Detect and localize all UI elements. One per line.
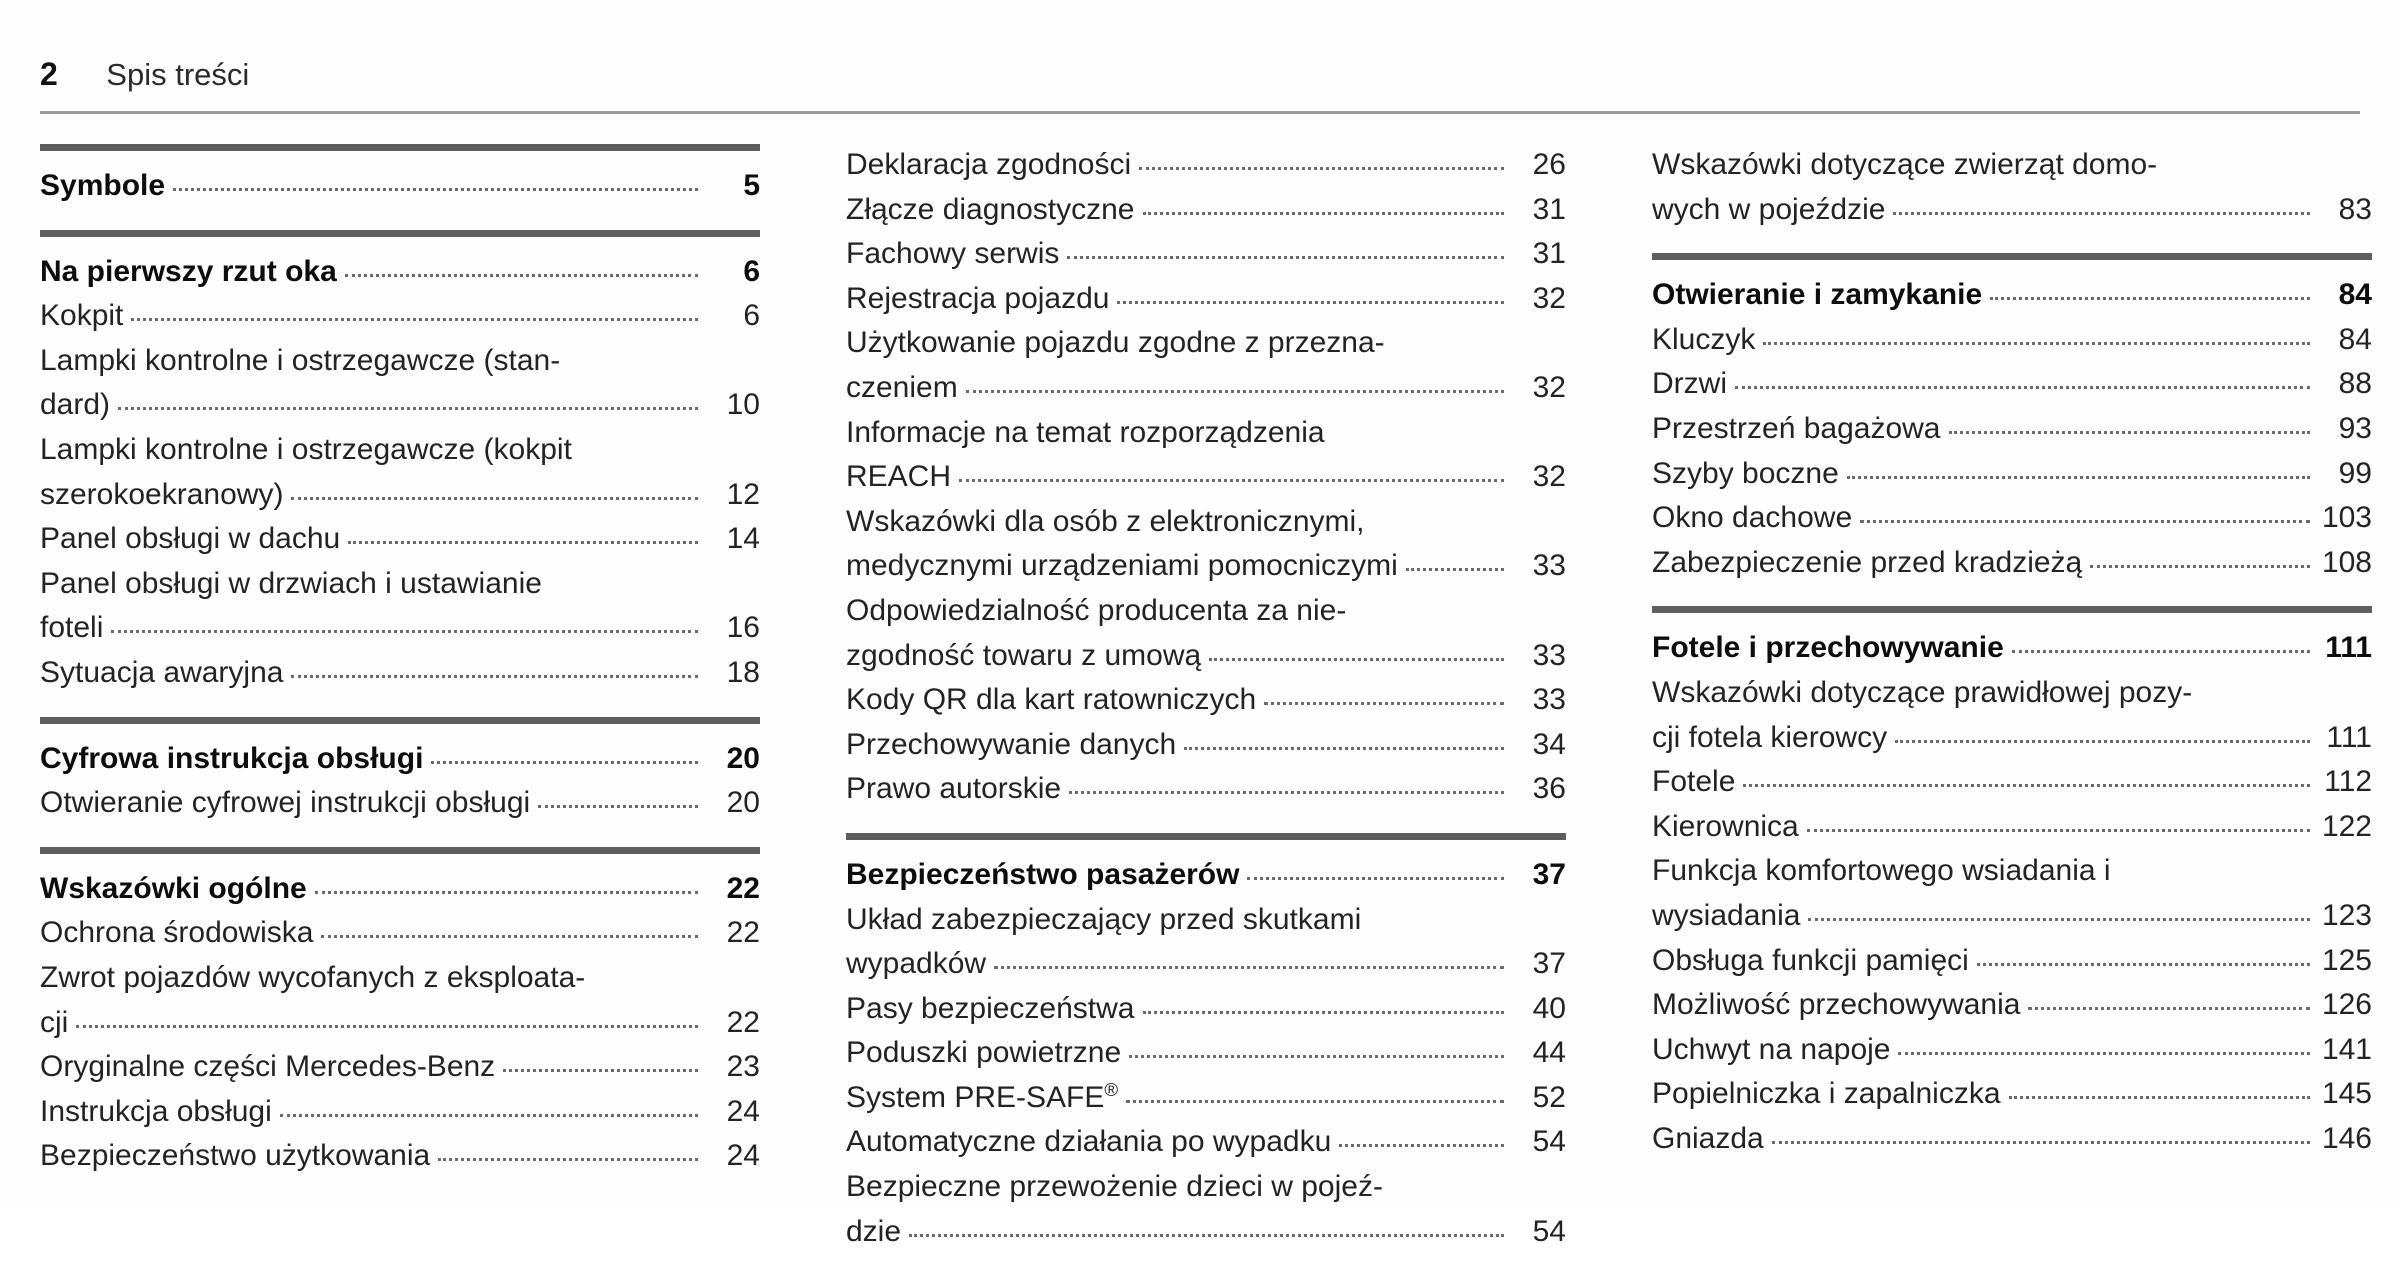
toc-entry-page: 26	[1532, 148, 1566, 181]
page-title: Spis treści	[106, 57, 250, 92]
toc-entry-page: 54	[1532, 1125, 1566, 1159]
toc-entry-label: Funkcja komfortowego wsiadania i	[1652, 854, 2111, 888]
toc-entry-label: wypadków	[846, 947, 987, 981]
toc-entry[interactable]	[846, 189, 1566, 232]
toc-entry-page: 20	[726, 786, 760, 820]
toc-entry-label: cji fotela kierowcy	[1652, 720, 1888, 754]
toc-entry-page: 23	[726, 1050, 760, 1084]
toc-entry-page: 44	[1532, 1036, 1566, 1070]
toc-entry[interactable]	[1652, 363, 2372, 406]
toc-entry-label: wych w pojeździe	[1652, 192, 1886, 226]
dot-leader	[291, 674, 698, 678]
dot-leader	[315, 890, 698, 894]
toc-entry-label: Bezpieczne przewożenie dzieci w pojeź-	[846, 1170, 1383, 1204]
toc-entry-page: 40	[1532, 991, 1566, 1025]
toc-entry[interactable]	[846, 988, 1566, 1031]
toc-entry-label: Obsługa funkcji pamięci	[1652, 943, 1969, 977]
toc-entry-page: 126	[2321, 988, 2372, 1022]
toc-entry-page: 84	[2338, 278, 2372, 312]
toc-entry[interactable]	[1652, 627, 2372, 670]
toc-section	[1652, 144, 2372, 231]
toc-entry-page: 123	[2321, 898, 2372, 932]
toc-section	[40, 230, 760, 695]
toc-entry-page: 146	[2321, 1121, 2372, 1155]
toc-entry-page: 93	[2338, 411, 2372, 445]
dot-leader	[431, 760, 698, 764]
toc-entry-page: 18	[726, 655, 760, 689]
toc-entry[interactable]	[1652, 806, 2372, 849]
toc-entry-wrap[interactable]	[846, 1166, 1566, 1209]
toc-entry-label: medycznymi urządzeniami pomocniczymi	[846, 549, 1398, 583]
toc-entry-page: 108	[2321, 545, 2372, 579]
dot-leader	[1129, 1054, 1504, 1058]
toc-entry[interactable]	[40, 652, 760, 695]
toc-entry-label: Odpowiedzialność producenta za nie-	[846, 593, 1347, 627]
section-divider	[1652, 253, 2372, 260]
dot-leader	[321, 934, 698, 938]
section-divider	[40, 144, 760, 151]
dot-leader	[1067, 255, 1504, 259]
dot-leader	[1898, 1051, 2310, 1055]
toc-entry-label: Deklaracja zgodności	[846, 148, 1132, 181]
toc-entry-label: Informacje na temat rozporządzenia	[846, 415, 1325, 449]
toc-section	[1652, 606, 2372, 1160]
toc-entry-label: Lampki kontrolne i ostrzegawcze (stan-	[40, 343, 561, 377]
toc-columns	[0, 114, 2400, 1275]
toc-entry-wrap[interactable]	[846, 501, 1566, 544]
toc-entry-label: Rejestracja pojazdu	[846, 281, 1110, 315]
toc-entry-label: Kody QR dla kart ratowniczych	[846, 683, 1257, 717]
toc-entry-label: szerokoekranowy)	[40, 477, 284, 511]
toc-section	[846, 833, 1566, 1253]
toc-entry-page: 125	[2321, 943, 2372, 977]
toc-entry-label: Wskazówki dla osób z elektronicznymi,	[846, 504, 1365, 538]
toc-entry-label: wysiadania	[1652, 898, 1801, 932]
section-divider	[846, 833, 1566, 840]
toc-entry-label: Okno dachowe	[1652, 501, 1853, 535]
toc-entry[interactable]	[1652, 274, 2372, 317]
toc-entry-label: Gniazda	[1652, 1121, 1764, 1155]
toc-entry-label: Złącze diagnostyczne	[846, 192, 1135, 226]
toc-entry[interactable]	[1652, 408, 2372, 451]
toc-entry-label: Zabezpieczenie przed kradzieżą	[1652, 545, 2083, 579]
toc-entry-label: Szyby boczne	[1652, 456, 1839, 490]
dot-leader	[959, 478, 1504, 482]
toc-entry[interactable]	[846, 1077, 1566, 1120]
dot-leader	[538, 804, 698, 808]
toc-entry[interactable]	[40, 251, 760, 294]
toc-section	[846, 144, 1566, 811]
toc-entry-label: Kluczyk	[1652, 322, 1756, 356]
toc-entry-label: Na pierwszy rzut oka	[40, 254, 337, 288]
toc-entry-page: 31	[1532, 192, 1566, 226]
dot-leader	[1860, 519, 2310, 523]
toc-entry-page: 31	[1532, 237, 1566, 271]
toc-entry-label: Popielniczka i zapalniczka	[1652, 1077, 2001, 1111]
dot-leader	[1949, 430, 2311, 434]
toc-entry-label: Kokpit	[40, 299, 124, 333]
toc-entry[interactable]	[40, 295, 760, 338]
toc-entry-page: 36	[1532, 772, 1566, 806]
dot-leader	[1735, 385, 2310, 389]
toc-entry[interactable]	[846, 367, 1566, 410]
dot-leader	[1117, 300, 1504, 304]
toc-entry-page: 54	[1532, 1214, 1566, 1248]
dot-leader	[1406, 567, 1504, 571]
toc-entry-label: Cyfrowa instrukcja obsługi	[40, 741, 424, 775]
toc-entry-label: dard)	[40, 388, 111, 422]
dot-leader	[1990, 296, 2310, 300]
toc-entry-page: 12	[726, 477, 760, 511]
toc-entry[interactable]	[1652, 189, 2372, 232]
toc-entry[interactable]	[40, 518, 760, 561]
toc-entry[interactable]	[1652, 453, 2372, 496]
toc-entry[interactable]	[40, 165, 760, 208]
toc-entry-label: Fachowy serwis	[846, 237, 1060, 271]
dot-leader	[345, 273, 698, 277]
dot-leader	[1807, 828, 2310, 832]
dot-leader	[131, 317, 698, 321]
dot-leader	[1143, 211, 1505, 215]
toc-entry-label: Panel obsługi w drzwiach i ustawianie	[40, 566, 542, 600]
toc-entry-label: Uchwyt na napoje	[1652, 1032, 1891, 1066]
dot-leader	[280, 1113, 698, 1117]
dot-leader	[1126, 1099, 1504, 1103]
dot-leader	[1763, 341, 2310, 345]
toc-entry-page: 20	[726, 741, 760, 775]
dot-leader	[994, 965, 1504, 969]
toc-section	[40, 144, 760, 208]
toc-entry-page: 84	[2338, 322, 2372, 356]
toc-entry-page: 6	[743, 254, 760, 288]
toc-entry[interactable]	[40, 474, 760, 517]
dot-leader	[118, 406, 698, 410]
toc-entry-label: Użytkowanie pojazdu zgodne z przezna-	[846, 326, 1385, 360]
toc-entry[interactable]	[846, 724, 1566, 767]
section-divider	[40, 230, 760, 237]
toc-entry-label: Przechowywanie danych	[846, 727, 1177, 761]
toc-entry-label: Ochrona środowiska	[40, 916, 314, 950]
toc-entry-label: Wskazówki dotyczące prawidłowej pozy-	[1652, 675, 2193, 709]
toc-entry-label: Zwrot pojazdów wycofanych z eksploata-	[40, 960, 586, 994]
dot-leader	[2012, 649, 2310, 653]
toc-entry-label: dzie	[846, 1214, 902, 1248]
toc-entry-page: 22	[726, 871, 760, 905]
toc-entry[interactable]	[1652, 1029, 2372, 1072]
page-header	[0, 0, 2400, 93]
toc-entry-page: 111	[2325, 631, 2372, 665]
dot-leader	[1069, 790, 1504, 794]
toc-entry-label: Bezpieczeństwo pasażerów	[846, 857, 1240, 891]
toc-entry[interactable]	[846, 1032, 1566, 1075]
toc-entry-page: 122	[2321, 809, 2372, 843]
toc-entry[interactable]	[846, 278, 1566, 321]
toc-section	[1652, 253, 2372, 584]
toc-entry-page: 103	[2321, 501, 2372, 535]
toc-entry[interactable]	[846, 1211, 1566, 1254]
toc-entry-label: System PRE-SAFE®	[846, 1078, 1119, 1114]
toc-entry-wrap[interactable]	[846, 899, 1566, 942]
toc-entry[interactable]	[1652, 717, 2372, 760]
toc-entry[interactable]	[40, 738, 760, 781]
toc-entry[interactable]	[1652, 895, 2372, 938]
toc-entry-label: Drzwi	[1652, 367, 1727, 401]
toc-entry-page: 83	[2338, 192, 2372, 226]
toc-entry-page: 33	[1532, 549, 1566, 583]
toc-entry-wrap[interactable]	[846, 412, 1566, 455]
toc-entry-label: Przestrzeń bagażowa	[1652, 411, 1941, 445]
toc-entry[interactable]	[846, 1121, 1566, 1164]
toc-column	[846, 144, 1566, 1275]
dot-leader	[1264, 701, 1504, 705]
toc-entry[interactable]	[1652, 984, 2372, 1027]
toc-entry-page: 33	[1532, 638, 1566, 672]
toc-section	[40, 717, 760, 825]
dot-leader	[76, 1024, 698, 1028]
dot-leader	[1895, 739, 2310, 743]
toc-entry-label: Panel obsługi w dachu	[40, 522, 341, 556]
toc-entry-page: 22	[726, 916, 760, 950]
toc-entry-label: REACH	[846, 460, 952, 494]
toc-entry-label: Symbole	[40, 169, 166, 202]
toc-entry-page: 32	[1532, 281, 1566, 315]
toc-section	[40, 847, 760, 1178]
toc-entry-wrap[interactable]	[40, 957, 760, 1000]
toc-entry-wrap[interactable]	[1652, 850, 2372, 893]
toc-entry-label: Układ zabezpieczający przed skutkami	[846, 902, 1362, 936]
toc-entry[interactable]	[40, 1135, 760, 1178]
page-number: 2	[40, 56, 59, 92]
toc-entry-wrap[interactable]	[40, 429, 760, 472]
toc-entry-wrap[interactable]	[846, 322, 1566, 365]
toc-entry-label: czeniem	[846, 370, 958, 404]
toc-entry-label: Fotele i przechowywanie	[1652, 631, 2004, 665]
toc-entry[interactable]	[1652, 761, 2372, 804]
toc-entry-page: 22	[726, 1005, 760, 1039]
dot-leader	[1893, 211, 2310, 215]
toc-entry[interactable]	[40, 607, 760, 650]
toc-entry[interactable]	[1652, 542, 2372, 585]
toc-entry-label: Oryginalne części Mercedes-Benz	[40, 1050, 496, 1084]
toc-entry[interactable]	[40, 1002, 760, 1045]
toc-entry[interactable]	[846, 768, 1566, 811]
dot-leader	[966, 389, 1504, 393]
toc-entry-wrap[interactable]	[846, 590, 1566, 633]
toc-entry[interactable]	[846, 679, 1566, 722]
dot-leader	[173, 187, 698, 191]
toc-entry-page: 16	[726, 611, 760, 645]
toc-entry-page: 32	[1532, 460, 1566, 494]
toc-entry-label: Sytuacja awaryjna	[40, 655, 284, 689]
dot-leader	[2028, 1006, 2310, 1010]
toc-entry-page: 52	[1532, 1080, 1566, 1114]
section-divider	[40, 847, 760, 854]
toc-entry-label: Kierownica	[1652, 809, 1799, 843]
toc-entry-label: Poduszki powietrzne	[846, 1036, 1122, 1070]
toc-column	[1652, 144, 2372, 1275]
toc-entry[interactable]	[846, 943, 1566, 986]
toc-entry-label: Otwieranie cyfrowej instrukcji obsługi	[40, 786, 531, 820]
toc-entry[interactable]	[846, 144, 1566, 187]
dot-leader	[503, 1068, 698, 1072]
toc-entry-page: 37	[1532, 857, 1566, 891]
dot-leader	[1209, 657, 1504, 661]
toc-entry[interactable]	[40, 1091, 760, 1134]
toc-entry-page: 14	[726, 522, 760, 556]
dot-leader	[1772, 1140, 2310, 1144]
toc-entry-page: 99	[2338, 456, 2372, 490]
toc-column	[40, 144, 760, 1275]
dot-leader	[111, 629, 698, 633]
toc-entry-label: Automatyczne działania po wypadku	[846, 1125, 1332, 1159]
toc-entry-page: 33	[1532, 683, 1566, 717]
toc-entry-wrap[interactable]	[1652, 672, 2372, 715]
toc-entry-page: 141	[2321, 1032, 2372, 1066]
toc-entry-label: Bezpieczeństwo użytkowania	[40, 1139, 431, 1173]
toc-entry-page: 5	[743, 169, 760, 202]
toc-entry[interactable]	[40, 868, 760, 911]
toc-entry[interactable]	[846, 233, 1566, 276]
toc-entry[interactable]	[40, 912, 760, 955]
toc-entry-label: Wskazówki dotyczące zwierząt domo-	[1652, 148, 2158, 181]
dot-leader	[1139, 166, 1504, 170]
dot-leader	[1143, 1010, 1505, 1014]
toc-entry-wrap[interactable]	[40, 563, 760, 606]
toc-entry-page: 111	[2326, 720, 2372, 754]
dot-leader	[1247, 876, 1504, 880]
toc-entry-page: 24	[726, 1094, 760, 1128]
dot-leader	[1847, 475, 2310, 479]
registered-trademark-icon: ®	[1104, 1078, 1119, 1100]
toc-entry-label: foteli	[40, 611, 104, 645]
toc-entry-label: Pasy bezpieczeństwa	[846, 991, 1135, 1025]
toc-entry-label: Wskazówki ogólne	[40, 871, 307, 905]
toc-entry[interactable]	[1652, 497, 2372, 540]
toc-entry[interactable]	[846, 456, 1566, 499]
toc-entry-wrap[interactable]	[40, 340, 760, 383]
toc-entry-page: 37	[1532, 947, 1566, 981]
toc-entry[interactable]	[40, 1046, 760, 1089]
toc-entry[interactable]	[40, 782, 760, 825]
toc-entry-wrap[interactable]	[1652, 144, 2372, 187]
dot-leader	[291, 496, 698, 500]
toc-entry[interactable]	[40, 384, 760, 427]
toc-entry-page: 32	[1532, 370, 1566, 404]
dot-leader	[2009, 1095, 2310, 1099]
dot-leader	[1184, 746, 1504, 750]
toc-entry-page: 10	[726, 388, 760, 422]
toc-entry[interactable]	[1652, 940, 2372, 983]
toc-entry[interactable]	[846, 635, 1566, 678]
toc-entry-label: Otwieranie i zamykanie	[1652, 278, 1983, 312]
dot-leader	[909, 1233, 1504, 1237]
toc-entry-label: Lampki kontrolne i ostrzegawcze (kokpit	[40, 432, 572, 466]
toc-entry-page: 145	[2321, 1077, 2372, 1111]
toc-entry-label: Instrukcja obsługi	[40, 1094, 272, 1128]
toc-entry-label: Fotele	[1652, 765, 1736, 799]
toc-entry-page: 34	[1532, 727, 1566, 761]
toc-entry-label: zgodność towaru z umową	[846, 638, 1202, 672]
section-divider	[40, 717, 760, 724]
dot-leader	[1743, 783, 2310, 787]
dot-leader	[1977, 962, 2310, 966]
section-divider	[1652, 606, 2372, 613]
toc-entry[interactable]	[1652, 1073, 2372, 1116]
toc-entry[interactable]	[846, 545, 1566, 588]
dot-leader	[1808, 917, 2310, 921]
toc-entry[interactable]	[1652, 319, 2372, 362]
toc-entry-label: cji	[40, 1005, 69, 1039]
dot-leader	[438, 1157, 698, 1161]
toc-entry[interactable]	[846, 854, 1566, 897]
dot-leader	[348, 540, 698, 544]
toc-entry[interactable]	[1652, 1118, 2372, 1161]
toc-entry-page: 112	[2324, 765, 2372, 799]
toc-entry-label: Możliwość przechowywania	[1652, 988, 2021, 1022]
toc-entry-page: 6	[743, 299, 760, 333]
toc-entry-page: 88	[2338, 367, 2372, 401]
toc-entry-page: 24	[726, 1139, 760, 1173]
dot-leader	[2090, 564, 2310, 568]
dot-leader	[1339, 1143, 1504, 1147]
toc-entry-label: Prawo autorskie	[846, 772, 1062, 806]
